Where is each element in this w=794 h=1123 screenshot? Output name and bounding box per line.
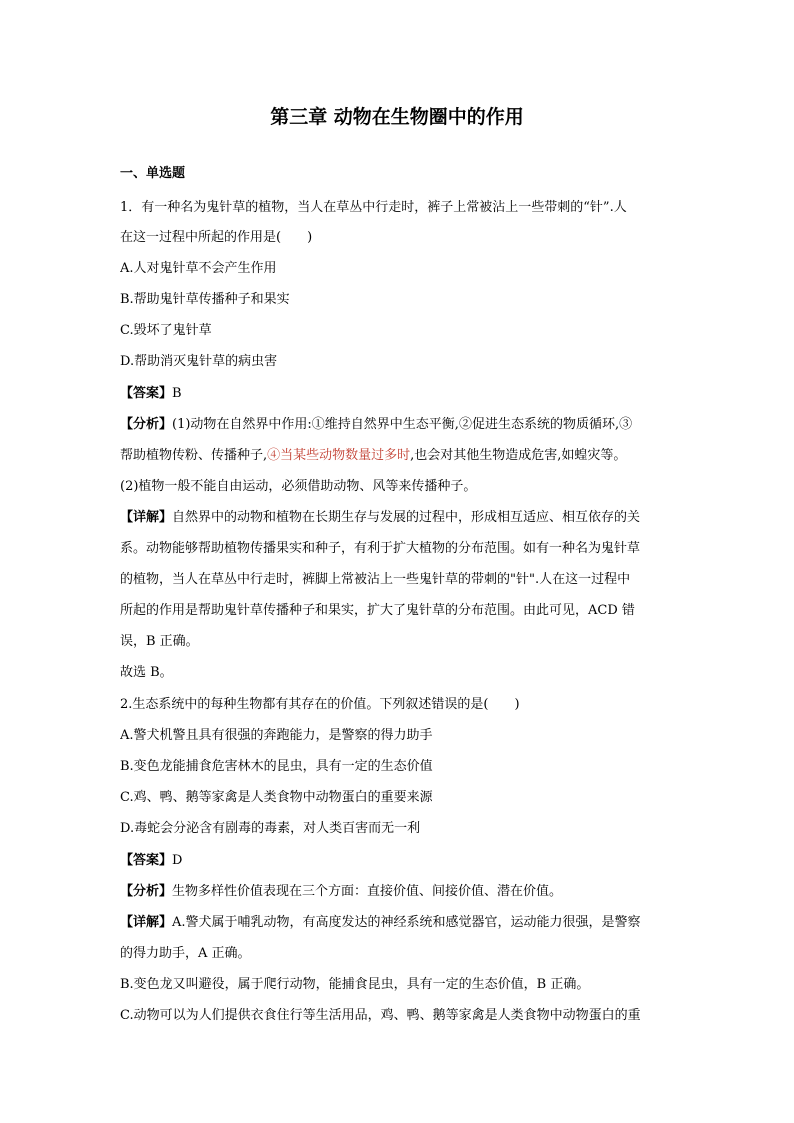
q1-analysis-text-2c: ,也会对其他生物造成危害,如蝗灾等。 [410,448,627,463]
q1-analysis-line-1 [120,415,680,435]
q2-detail-line-1 [120,913,680,933]
q1-option-b: B.帮助鬼针草传播种子和果实 [120,292,290,307]
q2-detail-text-1: A.警犬属于哺乳动物，有高度发达的神经系统和感觉器官，运动能力很强，是警察 [172,915,641,930]
chapter-title: 第三章 动物在生物圈中的作用 [270,106,524,128]
q2-option-c: C.鸡、鸭、鹅等家禽是人类食物中动物蛋白的重要来源 [120,790,433,805]
q1-analysis-line-2 [120,446,680,466]
q1-detail-line-2: 系。动物能够帮助植物传播果实和种子，有利于扩大植物的分布范围。如有一种名为鬼针草 [120,541,641,556]
q2-answer-tag: 【答案】 [120,853,173,868]
q2-option-b: B.变色龙能捕食危害林木的昆虫，具有一定的生态价值 [120,759,433,774]
q2-stem: 2.生态系统中的每种生物都有其存在的价值。下列叙述错误的是( ) [120,697,520,712]
q1-answer-value: B [172,386,182,401]
q1-stem-line-1: 1．有一种名为鬼针草的植物，当人在草丛中行走时，裤子上常被沾上一些带刺的“针”.人 [120,200,627,215]
q1-analysis-highlight: ④当某些动物数量过多时 [267,448,411,463]
q2-analysis [120,882,680,902]
q1-analysis-text-1: (1)动物在自然界中作用:①维持自然界中生态平衡,②促进生态系统的物质循环,③ [172,417,633,432]
q2-detail-line-2: 的得力助手，A 正确。 [120,946,251,961]
q1-option-c: C.毁坏了鬼针草 [120,323,212,338]
q2-answer [120,851,680,871]
q1-detail-line-3: 的植物，当人在草丛中行走时，裤脚上常被沾上一些鬼针草的带刺的"针".人在这一过程中 [120,572,631,587]
q2-detail-line-4: C.动物可以为人们提供衣食住行等生活用品，鸡、鸭、鹅等家禽是人类食物中动物蛋白的重 [120,1008,641,1023]
q1-detail-text-1: 自然界中的动物和植物在长期生存与发展的过程中，形成相互适应、相互依存的关 [172,510,641,525]
q1-stem-line-2: 在这一过程中所起的作用是( ) [120,230,313,245]
q2-answer-value: D [172,853,183,868]
q2-option-a: A.警犬机警且具有很强的奔跑能力，是警察的得力助手 [120,728,433,743]
q1-answer-tag: 【答案】 [120,386,173,401]
q1-conclusion: 故选 B。 [120,665,173,680]
q2-detail-tag: 【详解】 [120,915,173,930]
q1-analysis-line-3: (2)植物一般不能自由运动，必须借助动物、风等来传播种子。 [120,479,477,494]
q1-detail-line-1 [120,508,680,528]
q1-detail-line-5: 误，B 正确。 [120,634,199,649]
section-heading: 一、单选题 [120,166,186,181]
q2-analysis-text: 生物多样性价值表现在三个方面：直接价值、间接价值、潜在价值。 [172,884,563,899]
q2-option-d: D.毒蛇会分泌含有剧毒的毒素，对人类百害而无一利 [120,821,421,836]
q1-option-a: A.人对鬼针草不会产生作用 [120,261,277,276]
q1-option-d: D.帮助消灭鬼针草的病虫害 [120,354,278,369]
q1-answer [120,384,680,404]
q1-detail-tag: 【详解】 [120,510,173,525]
q1-detail-line-4: 所起的作用是帮助鬼针草传播种子和果实，扩大了鬼针草的分布范围。由此可见，ACD 错 [120,603,635,618]
q1-analysis-tag: 【分析】 [120,417,173,432]
q2-analysis-tag: 【分析】 [120,884,173,899]
q1-analysis-text-2a: 帮助植物传粉、传播种子, [120,448,268,463]
q2-detail-line-3: B.变色龙又叫避役，属于爬行动物，能捕食昆虫，具有一定的生态价值，B 正确。 [120,977,590,992]
